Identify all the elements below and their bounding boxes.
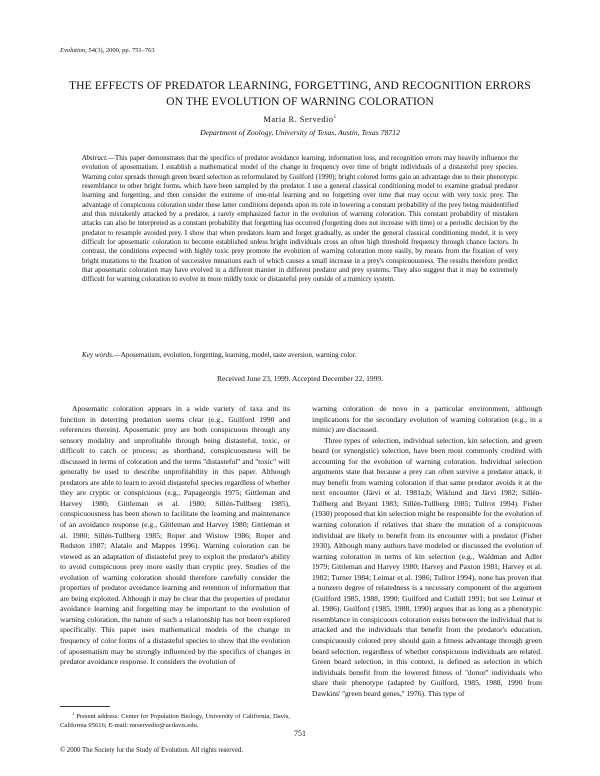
footnote-divider (60, 706, 110, 707)
body-column-left (60, 404, 290, 668)
author-name: Maria R. Servedio (263, 115, 334, 124)
journal-citation (60, 47, 155, 54)
keywords (82, 351, 518, 359)
paper-title: THE EFFECTS OF PREDATOR LEARNING, FORGETTING, AND RECOGNITION ERRORS ON THE EVOLUTION OF WARNING COLORATION (69, 79, 531, 108)
received-accepted-dates: Received June 23, 1999. Accepted December 22, 1999. (217, 374, 383, 383)
body-column-right (312, 404, 542, 699)
keywords-label: Key words. (82, 351, 114, 359)
abstract-label: Abstract. (82, 154, 108, 162)
abstract (82, 154, 518, 285)
abstract-text: —This paper demonstrates that the specifics of predator avoidance learning, information loss, and recognition errors may heavily influence the evolution of aposematism. I establish a mathematical model of the change in frequency over time of bright individuals of a distasteful prey species. Warning color spreads through green beard selection as reformulated by Guilford (1990); bright colored forms gain an advantage due to their phenotypic resemblance to other bright forms, which have been sampled by the predator. I use a general classical conditioning model to examine gradual predator learning and forgetting, and then consider the extreme of one-trial learning and no forgetting over time that may occur with very toxic prey. The advantage of conspicuous coloration under these latter conditions depends upon its role in lowering a constant probability of the prey being misidentified and thus mistakenly attacked by a predator, a rarely emphasized factor in the evolution of warning coloration. This constant probability of mistaken attacks can also be interpreted as a constant probability that forgetting has occurred (forgetting does not increase with time) or a periodic decision by the predator to resample avoided prey. I show that when predators learn and forget gradually, as under the general classical conditioning model, it is very difficult for aposematic coloration to become established unless bright individuals cross an often high threshold frequency through chance factors. In contrast, the conditions expected with highly toxic prey promote the evolution of warning coloration more easily, by means from the fixation of very bright mutations to the fixation of successive mutations each of which causes a small increase in a prey's conspicuousness. The results therefore predict that aposematic coloration may have evolved in a different manner in different predator and prey systems. They also suggest that it may be extremely difficult for warning coloration to evolve in more mildly toxic or distasteful prey outside of a mimicry system. (82, 154, 518, 284)
author-line (60, 115, 540, 124)
body-paragraph: warning coloration de novo in a particular environment, although implications for the secondary evolution of warning coloration (e.g., in a mimic) are discussed. (312, 404, 542, 435)
volume-pages: 54(3), 2000, pp. 751–763 (88, 47, 155, 54)
copyright-notice: © 2000 The Society for the Study of Evolution. All rights reserved. (60, 747, 244, 754)
footnote-text: Present address: Center for Population Biology, University of California, Davis, California 95616; E-mail: mrservedio@ucdavis.edu. (60, 713, 290, 729)
footnote (60, 710, 290, 730)
page-number: 751 (294, 729, 306, 738)
journal-name: Evolution, (60, 47, 87, 54)
body-paragraph: Aposematic coloration appears in a wide variety of taxa and its function in deterring predation seems clear (e.g., Guilford 1990 and references therein). Aposematic prey are both conspicuous through any sensory modality and unprofitable through being distasteful, toxic, or difficult to catch or process; as shorthand, conspicuousness will be discussed in terms of coloration and the terms ''distasteful'' and ''toxic'' will generally be used to describe unprofitability in this paper. Although predators are able to learn to avoid distasteful species regardless of whether they are cryptic or conspicuous (e.g., Papageorgis 1975; Gittleman and Harvey 1980; Gittleman et al. 1980; Sillén-Tullberg 1985), conspicuousness has been shown to facilitate the learning and maintenance of an avoidance response (e.g., Gittleman and Harvey 1980; Gittleman et al. 1980; Sillén-Tullberg 1985; Roper and Wistow 1986; Roper and Redston 1987; Alatalo and Mappes 1996). Warning coloration can be viewed as an adaptation of distasteful prey to exploit the predator's ability to avoid conspicuous prey more easily than cryptic prey. Studies of the evolution of warning coloration should therefore carefully consider the properties of predator avoidance learning and retention of information that are being exploited. Although it may be clear that the properties of predator avoidance learning and forgetting may be important to the evolution of warning coloration, the nature of such a relationship has not been explored specifically. This paper uses mathematical models of the change in frequency of color forms of a distasteful species to show that the evolution of aposematism may be strongly influenced by the specifics of changes in predator avoidance response. It considers the evolution of (60, 404, 290, 667)
author-affiliation: Department of Zoology, University of Texas, Austin, Texas 78712 (200, 128, 400, 137)
footnote-mark: 1 (72, 711, 75, 716)
body-paragraph: Three types of selection, individual selection, kin selection, and green beard (or synergistic) selection, have been most commonly credited with accounting for the evolution of warning coloration. Individual selection arguments state that because a prey can often survive a predator attack, it may benefit from warning coloration if that same predator avoids it at the next encounter (Järvi et al. 1981a,b; Wiklund and Järvi 1982; Sillén-Tullberg and Bryant 1983; Sillén-Tullberg 1985; Tullrot 1994). Fisher (1930) proposed that kin selection might be responsible for the evolution of warning coloration if relatives that share the mutation of a conspicuous individual are likely to benefit from its encounter with a predator (Fisher 1930). Although many authors have modeled or discussed the evolution of warning coloration in terms of kin selection (e.g., Waldman and Adler 1979; Gittleman and Harvey 1980; Harvey and Paxton 1981; Harvey et al. 1982; Turner 1984; Leimar et al. 1986; Tullrot 1994), none has proven that a nonzero degree of relatedness is a necessary component of the argument (Guilford 1985, 1988, 1990; Guilford and Cuthill 1991; but see Leimar et al. 1986). Guilford (1985, 1988, 1990) argues that as long as a phenotypic resemblance in conspicuous coloration exists between the individual that is attacked and the individuals that benefit from the predator's education, conspicuously colored prey should gain a fitness advantage through green beard selection, regardless of whether conspicuous individuals are related. Green beard selection, in this context, is defined as selection in which individuals benefit from the lowered fitness of ''donor'' individuals who share their phenotype (adapted by Guilford, 1985, 1988, 1990 from Dawkins' ''green beard genes,'' 1976). This type of (312, 435, 542, 698)
author-footnote-mark: 1 (333, 115, 337, 121)
keywords-text: —Aposematism, evolution, forgetting, learning, model, taste aversion, warning color. (113, 351, 357, 359)
